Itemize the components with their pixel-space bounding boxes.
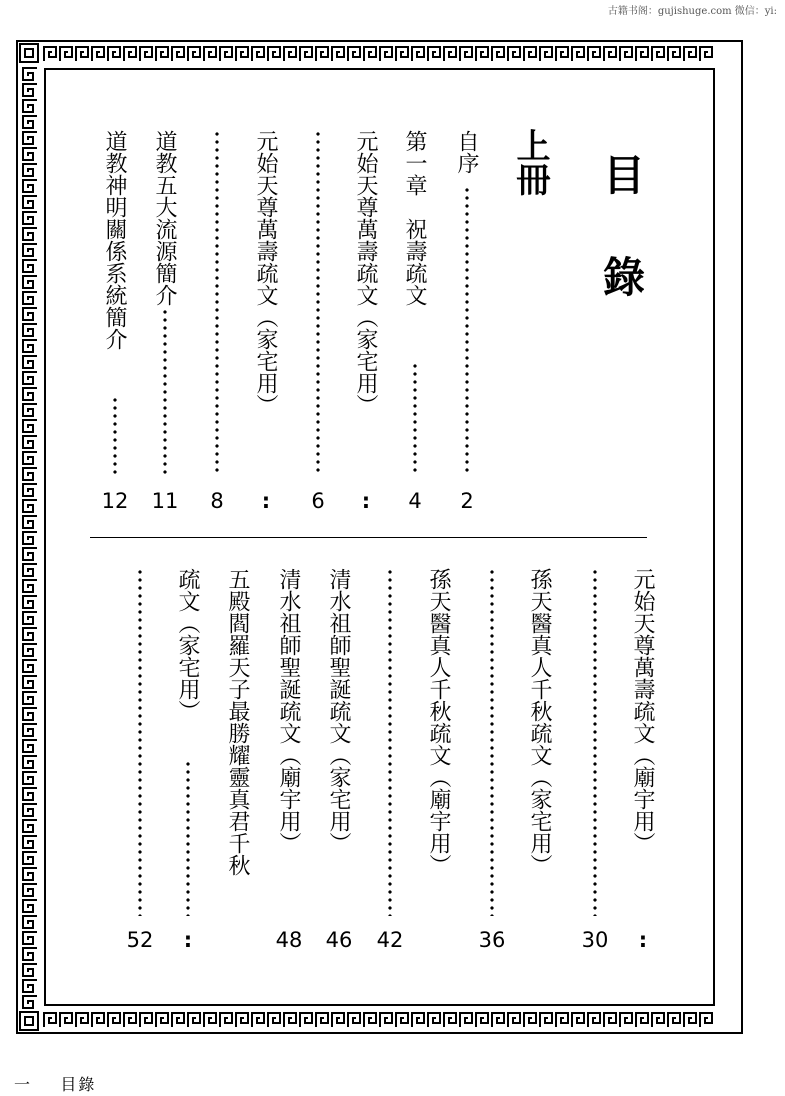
toc-entry: 五殿閻羅天子最勝耀靈真君千秋	[225, 568, 250, 876]
page-number: 42	[376, 928, 404, 952]
leader-dots	[215, 130, 219, 476]
page-footer	[14, 1072, 96, 1095]
page-number: 12	[101, 489, 129, 513]
section-divider	[90, 537, 647, 538]
page-number: 2	[460, 489, 474, 513]
leader-dots	[413, 362, 417, 476]
footer-page-mark: 一	[14, 1075, 33, 1094]
page-number-continued: :	[638, 928, 648, 952]
page-number: 4	[408, 489, 422, 513]
toc-entry: 元始天尊萬壽疏文︵廟宇用︶	[630, 568, 655, 854]
page-number-continued: :	[261, 489, 271, 513]
toc-entry: 道教五大流源簡介	[152, 130, 177, 306]
leader-dots	[163, 308, 167, 476]
toc-entry: 清水祖師聖誕疏文︵家宅用︶	[326, 568, 351, 854]
leader-dots	[186, 760, 190, 916]
leader-dots	[138, 568, 142, 916]
watermark: 古籍书阁：gujishuge.com 微信：yi:	[607, 6, 777, 17]
page-number: 48	[275, 928, 303, 952]
page-number: 11	[151, 489, 179, 513]
leader-dots	[490, 568, 494, 916]
page-number: 30	[581, 928, 609, 952]
toc-entry: 道教神明關係系統簡介	[102, 130, 127, 350]
page-number-continued: :	[183, 928, 193, 952]
leader-dots	[316, 130, 320, 476]
page-number: 8	[210, 489, 224, 513]
toc-entry: 孫天醫真人千秋疏文︵廟宇用︶	[426, 568, 451, 876]
toc-entry: 元始天尊萬壽疏文︵家宅用︶	[353, 130, 378, 416]
leader-dots	[465, 186, 469, 476]
volume-label: 上冊	[510, 128, 550, 196]
leader-dots	[593, 568, 597, 916]
toc-entry: 元始天尊萬壽疏文︵家宅用︶	[253, 130, 278, 416]
leader-dots	[113, 396, 117, 476]
toc-entry: 清水祖師聖誕疏文︵廟宇用︶	[276, 568, 301, 854]
toc-entry: 孫天醫真人千秋疏文︵家宅用︶	[527, 568, 552, 876]
page-number: 52	[126, 928, 154, 952]
toc-entry-preface: 自序	[454, 130, 479, 174]
toc-entry-chapter-one: 第一章 祝壽疏文	[402, 130, 427, 306]
page-number-continued: :	[361, 489, 371, 513]
leader-dots	[388, 568, 392, 916]
page-title-char-1: 目	[603, 151, 646, 200]
page-number: 46	[325, 928, 353, 952]
toc-entry: 疏文︵家宅用︶	[175, 568, 200, 722]
page-number: 36	[478, 928, 506, 952]
page-title-char-2: 錄	[603, 253, 646, 302]
page-number: 6	[311, 489, 325, 513]
footer-label: 目錄	[60, 1075, 97, 1094]
